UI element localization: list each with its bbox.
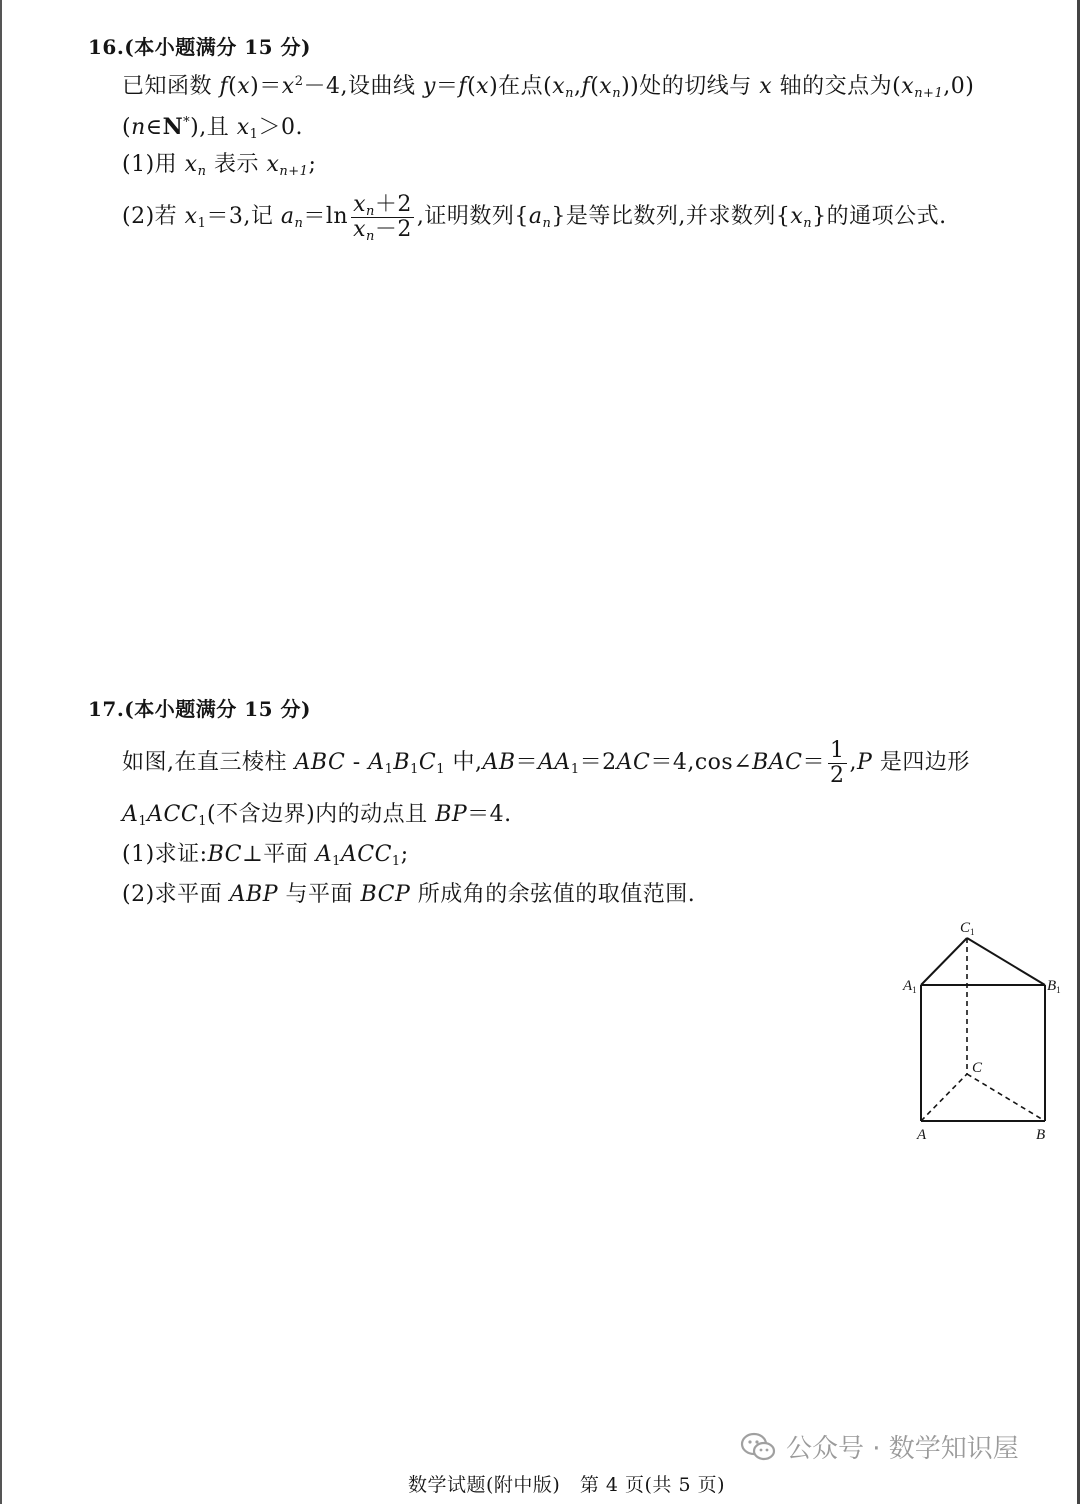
- q16-part2: (2)若 $x_1=3$,记 $a_n=\ln$ $\frac{x_n+2}{x_n-2}$ ,证明数列$\{a_n\}$是等比数列,并求数列$\{x_n\}$的通项公式.: [122, 191, 947, 244]
- label-b1: $B_1$: [1047, 978, 1061, 995]
- label-c1: $C_1$: [960, 920, 975, 937]
- edge-c-b-hidden: [967, 1074, 1045, 1121]
- q16-line2: (n∈N*),且 $x_1>0$.: [122, 114, 303, 142]
- edge-a1-c1: [921, 938, 967, 985]
- q17-part1: (1)求证:BC⊥平面 $A_1ACC_1$;: [122, 842, 409, 869]
- edge-c1-b1: [967, 938, 1045, 985]
- fraction-one-half: $\frac{1}{2}$: [830, 737, 845, 788]
- q17-line2: $A_1ACC_1$(不含边界)内的动点且 BP＝4.: [122, 802, 512, 829]
- fraction-xn-ratio: $\frac{x_n+2}{x_n-2}$: [353, 191, 412, 244]
- q16-line1: 已知函数 $f(x)=x^2-4$,设曲线 y＝f(x)在点$(x_n,f(x_n))$处的切线与 x 轴的交点为$(x_{n+1},0)$: [122, 74, 975, 101]
- q17-line1: 如图,在直三棱柱 ABC - $A_1B_1C_1$ 中$,AB=AA_1=2AC=4,\cos\angle BAC=$ $\frac{1}{2}$ ,P 是四边形: [122, 737, 970, 788]
- q16-part1: (1)用 $x_n$ 表示 $x_{n+1}$;: [122, 152, 317, 179]
- watermark-text: 公众号 · 数学知识屋: [786, 1434, 1019, 1464]
- label-b: B: [1036, 1127, 1046, 1143]
- label-a1: $A_1$: [903, 978, 917, 995]
- label-c: C: [972, 1060, 983, 1076]
- prism-figure: [890, 912, 1070, 1152]
- q16-header: 16.(本小题满分 15 分): [88, 35, 311, 59]
- label-a: A: [917, 1127, 927, 1143]
- page-footer: 数学试题(附中版) 第 4 页(共 5 页): [408, 1474, 725, 1496]
- q17-header: 17.(本小题满分 15 分): [88, 697, 311, 721]
- edge-a-c-hidden: [921, 1074, 967, 1121]
- q17-part2: (2)求平面 ABP 与平面 BCP 所成角的余弦值的取值范围.: [122, 882, 696, 907]
- wechat-icon: [740, 1432, 776, 1462]
- watermark: [740, 1428, 1019, 1465]
